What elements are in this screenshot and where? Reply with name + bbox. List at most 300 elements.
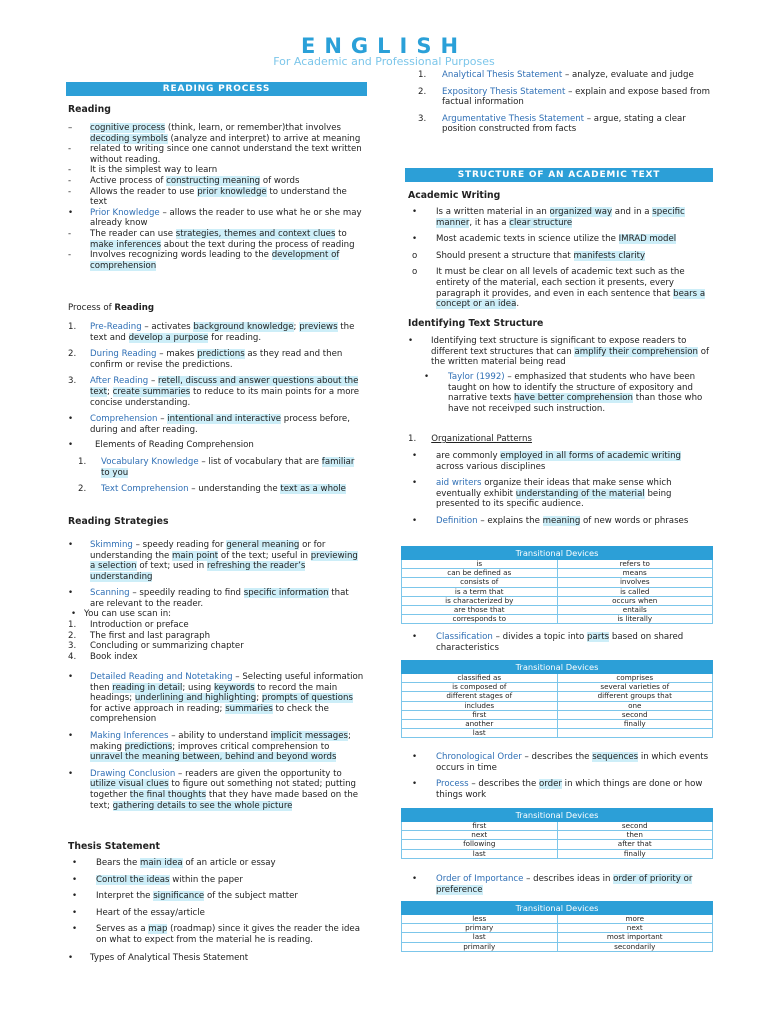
process-list xyxy=(68,322,364,435)
table-cell: primarily xyxy=(402,942,558,951)
highlighted-term: utilize visual clues xyxy=(90,779,169,790)
scan-list: 1. Introduction or preface 2. The first and last paragraph 3. Concluding or summarizing chapter 4. Book index xyxy=(68,620,244,662)
term-label: Expository Thesis Statement xyxy=(442,86,566,97)
table-row xyxy=(402,720,713,729)
table-row xyxy=(402,587,713,596)
table-cell: second xyxy=(557,710,713,719)
item-text: related to writing since one cannot understand the text written without reading. xyxy=(90,144,362,165)
list-marker: o xyxy=(412,267,418,278)
list-marker: • xyxy=(72,924,78,935)
item-text: based on shared characteristics xyxy=(436,632,684,653)
list-marker: o xyxy=(412,250,418,261)
item-text: ; making xyxy=(90,730,351,752)
item-text: – explain and expose based from factual information xyxy=(442,86,711,108)
item-text: – activates xyxy=(141,322,194,332)
list-item xyxy=(68,376,364,408)
list-item xyxy=(412,234,708,245)
item-text: – readers are given the opportunity to xyxy=(175,768,342,779)
term-label: Pre-Reading xyxy=(90,322,142,332)
table-cell: second xyxy=(557,822,713,831)
table-cell: then xyxy=(557,831,713,840)
item-text: the text and xyxy=(90,322,355,343)
item-text: Bears the xyxy=(96,858,141,868)
structure-banner: STRUCTURE OF AN ACADEMIC TEXT xyxy=(405,168,713,182)
elements-heading: • Elements of Reading Comprehension xyxy=(68,440,254,450)
list-item xyxy=(68,672,364,725)
list-item xyxy=(412,267,708,309)
highlighted-term: develop a purpose xyxy=(128,332,209,343)
list-marker: – xyxy=(68,123,73,133)
table-cell: finally xyxy=(557,720,713,729)
list-marker: • xyxy=(412,752,418,762)
item-text: being presented to its specific audience. xyxy=(436,488,672,510)
highlighted-term: predictions xyxy=(124,741,173,752)
table-header: Transitional Devices xyxy=(402,902,713,915)
item-text: ; using xyxy=(182,682,214,693)
list-marker: - xyxy=(68,250,72,261)
highlighted-term: keywords xyxy=(213,682,255,693)
list-marker: • xyxy=(68,588,74,599)
org-heading: 1. Organizational Patterns xyxy=(408,434,532,444)
item-text: to reduce to its main points for a more concise understanding. xyxy=(90,386,360,408)
table-row xyxy=(402,596,713,605)
list-item xyxy=(78,457,364,478)
thesis-heading: Thesis Statement xyxy=(68,841,160,852)
highlighted-term: amplify their comprehension xyxy=(574,346,698,357)
table-cell: involves xyxy=(557,578,713,587)
item-text: ; xyxy=(256,693,262,704)
scan-intro: • You can use scan in: xyxy=(71,609,172,619)
list-marker: • xyxy=(412,451,418,461)
table-cell: is xyxy=(402,560,558,569)
list-item xyxy=(68,588,364,609)
highlighted-term: development of comprehension xyxy=(90,250,340,271)
highlighted-term: meaning xyxy=(542,515,581,526)
table-cell: finally xyxy=(557,849,713,858)
item-text: (roadmap) since it gives the reader the idea on what to expect from the material he is reading. xyxy=(96,924,360,945)
list-marker: • xyxy=(72,858,78,868)
list-marker: 1. xyxy=(78,457,87,467)
identify-heading: Identifying Text Structure xyxy=(408,318,544,329)
types-heading: • Types of Analytical Thesis Statement xyxy=(68,953,249,963)
highlighted-term: intentional and interactive xyxy=(167,414,282,425)
strategies-list-a xyxy=(68,540,364,610)
list-item xyxy=(68,144,364,165)
table-cell: last xyxy=(402,729,558,738)
list-marker: - xyxy=(68,186,72,197)
list-marker: • xyxy=(412,207,418,217)
term-label: Order of Importance xyxy=(436,874,524,884)
reading-process-banner: READING PROCESS xyxy=(66,82,367,96)
list-item xyxy=(418,114,714,135)
highlighted-term: significance xyxy=(153,891,205,902)
table-header: Transitional Devices xyxy=(402,661,713,674)
item-text: or for understanding the xyxy=(90,540,326,561)
table-cell: occurs when xyxy=(557,596,713,605)
item-text: – explains the xyxy=(477,515,543,526)
item-text: – emphasized that students who have been taught on how to identify the structure of expository and narrative texts xyxy=(448,372,696,404)
item-text: to figure out something not stated; putting together xyxy=(90,779,357,800)
list-item xyxy=(68,165,364,176)
list-item xyxy=(72,891,364,902)
elements-list xyxy=(78,457,364,495)
list-marker: • xyxy=(408,336,414,346)
table-cell: is a term that xyxy=(402,587,558,596)
item-text: – makes xyxy=(156,349,198,360)
list-marker: • xyxy=(412,874,418,884)
list-item xyxy=(68,540,364,582)
highlighted-term: gathering details to see the whole picture xyxy=(112,800,293,811)
item-text: – divides a topic into xyxy=(492,632,588,642)
term-label: Prior Knowledge xyxy=(90,207,160,218)
highlighted-term: employed in all forms of academic writing xyxy=(500,451,682,461)
table-cell: refers to xyxy=(557,560,713,569)
term-label: Vocabulary Knowledge xyxy=(101,457,199,467)
list-item xyxy=(68,414,364,435)
highlighted-term: order xyxy=(539,779,562,790)
item-text: than those who have not receivped such instruction. xyxy=(448,393,703,414)
list-item xyxy=(412,874,710,895)
list-item xyxy=(412,516,710,527)
term-label: Argumentative Thesis Statement xyxy=(442,113,585,124)
table-row xyxy=(402,710,713,719)
page-subtitle: For Academic and Professional Purposes xyxy=(273,55,495,68)
highlighted-term: constructing meaning xyxy=(166,175,261,186)
list-item xyxy=(408,336,710,368)
list-item xyxy=(412,632,710,653)
table-cell: is composed of xyxy=(402,683,558,692)
item-text: Should present a structure that xyxy=(436,250,574,261)
term-label: After Reading xyxy=(90,376,149,387)
item-text: process before, during and after reading. xyxy=(90,414,350,435)
list-item xyxy=(68,123,364,144)
highlighted-term: parts xyxy=(587,632,610,642)
term-label: Comprehension xyxy=(90,414,158,425)
item-text: – Selecting useful information then xyxy=(90,672,364,693)
table-cell: next xyxy=(402,831,558,840)
item-text: Interpret the xyxy=(96,891,154,902)
highlighted-term: implicit messages xyxy=(270,730,348,741)
item-text: within the paper xyxy=(169,874,243,885)
list-item xyxy=(68,229,364,250)
list-item xyxy=(68,250,364,271)
table-cell xyxy=(557,729,713,738)
item-text: ; improves critical comprehension to xyxy=(172,741,330,752)
item-text: – describes the xyxy=(521,752,593,762)
item-text: of the written material being read xyxy=(431,346,710,368)
table-row xyxy=(402,849,713,858)
table-header: Transitional Devices xyxy=(402,809,713,822)
list-marker: • xyxy=(412,478,418,489)
highlighted-term: predictions xyxy=(197,349,245,360)
table-cell: entails xyxy=(557,606,713,615)
item-text: organize their ideas that make sense which eventually exhibit xyxy=(436,478,672,499)
highlighted-term: retell, discuss and answer questions about the text xyxy=(90,376,359,397)
highlighted-term: previewing a selection xyxy=(90,550,358,572)
identify-item xyxy=(408,336,710,368)
chrono-list xyxy=(412,752,710,800)
item-text: – speedy reading for xyxy=(132,540,227,550)
item-text: to xyxy=(335,228,347,239)
list-marker: • xyxy=(412,515,418,526)
highlighted-term: sequences xyxy=(592,752,639,762)
table-cell: secondarily xyxy=(557,942,713,951)
item-text: about the text during the process of reading xyxy=(161,239,355,250)
list-marker: 2. xyxy=(418,86,427,97)
table-cell: after that xyxy=(557,840,713,849)
academic-list xyxy=(412,207,708,310)
list-marker: • xyxy=(68,768,74,779)
table-row xyxy=(402,578,713,587)
item-text: Is a written material in an xyxy=(436,207,550,217)
list-item xyxy=(68,187,364,208)
item-text: of words xyxy=(260,175,300,186)
table-row xyxy=(402,606,713,615)
highlighted-term: underlining and highlighting xyxy=(134,693,257,704)
list-marker: - xyxy=(68,165,72,176)
item-text: are commonly xyxy=(436,451,501,461)
list-marker: • xyxy=(424,372,430,382)
highlighted-term: have better comprehension xyxy=(513,393,633,404)
item-text: – list of vocabulary that are xyxy=(198,457,322,467)
term-label: Scanning xyxy=(90,588,130,599)
highlighted-term: prompts of questions xyxy=(261,693,353,704)
table-cell: last xyxy=(402,933,558,942)
list-item xyxy=(418,70,714,81)
list-item xyxy=(412,478,710,510)
item-text: Serves as a xyxy=(96,924,149,935)
item-text: in which things are done or how things work xyxy=(436,779,703,800)
item-text: to understand the text xyxy=(90,186,347,208)
highlighted-term: general meaning xyxy=(226,540,300,550)
highlighted-term: IMRAD model xyxy=(618,234,677,245)
item-text: to record the main headings; xyxy=(90,682,338,704)
list-item xyxy=(68,176,364,187)
highlighted-term: prior knowledge xyxy=(197,186,267,197)
table-cell: is characterized by xyxy=(402,596,558,605)
list-item xyxy=(68,349,364,370)
highlighted-term: decoding symbols xyxy=(90,133,168,144)
term-label: Definition xyxy=(436,515,478,526)
item-text: ; xyxy=(293,322,300,332)
list-item xyxy=(68,769,364,811)
list-item xyxy=(68,208,364,229)
highlighted-term: order of priority or preference xyxy=(436,874,693,895)
highlighted-term: bears a concept or an idea xyxy=(436,288,706,310)
highlighted-term: cognitive process xyxy=(90,123,166,133)
list-item xyxy=(412,752,710,773)
list-marker: • xyxy=(72,874,78,885)
table-row xyxy=(402,822,713,831)
list-item xyxy=(78,484,364,495)
table-row xyxy=(402,924,713,933)
taylor-item xyxy=(424,372,710,414)
highlighted-term: reading in detail xyxy=(112,682,183,693)
list-item xyxy=(72,924,364,945)
item-text: in which events occurs in time xyxy=(436,752,709,773)
table-row xyxy=(402,692,713,701)
item-text: – xyxy=(148,376,159,387)
highlighted-term: the final thoughts xyxy=(129,789,207,800)
item-text: The reader can use xyxy=(90,228,176,239)
table-row xyxy=(402,831,713,840)
item-text: – argue, stating a clear position constructed from facts xyxy=(442,113,686,135)
item-text: for reading. xyxy=(208,332,262,343)
strategies-list-b xyxy=(68,672,364,811)
table-cell: can be defined as xyxy=(402,569,558,578)
table-cell: primary xyxy=(402,924,558,933)
list-item xyxy=(72,908,364,919)
transitional-table-importance xyxy=(401,901,713,952)
list-marker: 1. xyxy=(68,322,77,332)
term-label: During Reading xyxy=(90,349,157,360)
table-cell: means xyxy=(557,569,713,578)
term-label: Analytical Thesis Statement xyxy=(442,70,563,80)
table-cell: less xyxy=(402,915,558,924)
list-marker: • xyxy=(68,672,74,682)
item-text: (analyze and interpret) to arrive at meaning xyxy=(167,133,361,144)
highlighted-term: organized way xyxy=(549,207,613,217)
list-marker: • xyxy=(412,234,418,245)
list-marker: • xyxy=(72,891,78,902)
item-text: Identifying text structure is significant to expose readers to different text structures that can xyxy=(431,336,687,357)
item-text: of new words or phrases xyxy=(580,515,689,526)
item-text: Active process of xyxy=(90,175,167,186)
transitional-table-definition xyxy=(401,546,713,624)
list-marker: 2. xyxy=(68,349,77,360)
item-text: It must be clear on all levels of academic text such as the entirety of the material, each section it presents, every paragraph it provides, and even in each sentence that xyxy=(436,267,685,299)
list-item xyxy=(412,779,710,800)
highlighted-term: text as a whole xyxy=(280,484,346,495)
list-marker: 3. xyxy=(418,113,427,124)
table-row xyxy=(402,569,713,578)
list-marker: - xyxy=(68,175,72,186)
item-text: – describes ideas in xyxy=(523,874,614,884)
term-label: Detailed Reading and Notetaking xyxy=(90,672,233,682)
highlighted-term: background knowledge xyxy=(193,322,294,332)
highlighted-term: main point xyxy=(172,550,219,561)
list-item xyxy=(412,251,708,262)
term-label: Text Comprehension xyxy=(101,484,189,495)
item-text: Heart of the essay/article xyxy=(96,907,205,918)
highlighted-term: understanding of the material xyxy=(515,488,645,499)
table-cell: one xyxy=(557,701,713,710)
item-text: and in a xyxy=(612,207,653,217)
table-cell: consists of xyxy=(402,578,558,587)
item-text: (think, learn, or remember)that involves xyxy=(165,123,341,133)
table-cell: is called xyxy=(557,587,713,596)
types-list xyxy=(418,70,714,135)
thesis-list xyxy=(72,858,364,946)
item-text: of an article or essay xyxy=(182,858,276,868)
list-marker: • xyxy=(72,907,78,918)
highlighted-term: familiar to you xyxy=(101,457,355,478)
table-cell: different stages of xyxy=(402,692,558,701)
reading-list xyxy=(68,123,364,271)
highlighted-term: Control the ideas xyxy=(96,874,170,885)
list-marker: • xyxy=(68,414,74,425)
term-label: Skimming xyxy=(90,540,133,550)
list-item xyxy=(72,875,364,886)
highlighted-term: manifests clarity xyxy=(573,250,646,261)
table-cell: several varieties of xyxy=(557,683,713,692)
highlighted-term: strategies, themes and context clues xyxy=(175,228,336,239)
item-text: – analyze, evaluate and judge xyxy=(562,70,694,80)
item-text: – allows the reader to use what he or she may already know xyxy=(90,207,362,229)
table-row xyxy=(402,729,713,738)
table-cell: next xyxy=(557,924,713,933)
table-row xyxy=(402,840,713,849)
table-cell: following xyxy=(402,840,558,849)
item-text: – speedily reading to find xyxy=(129,588,244,599)
list-marker: - xyxy=(68,144,72,155)
highlighted-term: map xyxy=(148,924,168,935)
table-cell: most important xyxy=(557,933,713,942)
list-item xyxy=(412,207,708,228)
item-text: of the text; useful in xyxy=(218,550,311,561)
academic-heading: Academic Writing xyxy=(408,190,501,201)
item-text: that they have made based on the text; xyxy=(90,789,359,811)
reading-heading: Reading xyxy=(68,104,111,115)
table-cell: includes xyxy=(402,701,558,710)
list-marker: • xyxy=(68,730,74,741)
list-marker: 2. xyxy=(78,484,87,495)
item-text: – understanding the xyxy=(188,484,281,495)
list-marker: - xyxy=(68,228,72,239)
page-title: ENGLISH xyxy=(300,34,468,58)
item-text: of text; used in xyxy=(136,561,207,572)
list-marker: 1. xyxy=(418,70,427,80)
table-cell: first xyxy=(402,822,558,831)
item-text: as they read and then confirm or revise the predictions. xyxy=(90,349,343,370)
item-text: It is the simplest way to learn xyxy=(90,165,218,176)
term-label: Making Inferences xyxy=(90,730,169,741)
list-marker: • xyxy=(68,207,74,218)
highlighted-term: refreshing the reader’s understanding xyxy=(90,561,306,582)
list-item xyxy=(424,372,710,414)
item-text: – ability to understand xyxy=(168,730,271,741)
term-label: Taylor (1992) xyxy=(448,372,505,382)
item-text: of the subject matter xyxy=(204,891,298,902)
list-item xyxy=(68,322,364,343)
transitional-table-order xyxy=(401,808,713,859)
item-text: – xyxy=(157,414,168,425)
table-cell: more xyxy=(557,915,713,924)
list-marker: • xyxy=(412,779,418,790)
list-item xyxy=(72,858,364,869)
table-cell: corresponds to xyxy=(402,615,558,624)
table-cell: are those that xyxy=(402,606,558,615)
item-text: to check the comprehension xyxy=(90,703,329,725)
highlighted-term: make inferences xyxy=(90,239,162,250)
list-item xyxy=(418,87,714,108)
item-text: . xyxy=(516,299,520,310)
item-text: Involves recognizing words leading to the xyxy=(90,250,272,261)
highlighted-term: create summaries xyxy=(112,386,191,397)
term-label: Process xyxy=(436,779,469,790)
table-cell: first xyxy=(402,710,558,719)
table-cell: different groups that xyxy=(557,692,713,701)
transitional-table-classification xyxy=(401,660,713,738)
list-marker: • xyxy=(68,540,74,550)
item-text: ; xyxy=(106,386,113,397)
highlighted-term: main idea xyxy=(140,858,183,868)
item-text: , it has a xyxy=(469,217,510,228)
item-text: – describes the xyxy=(468,779,540,790)
table-cell: another xyxy=(402,720,558,729)
table-row xyxy=(402,933,713,942)
highlighted-term: clear structure xyxy=(509,217,573,228)
